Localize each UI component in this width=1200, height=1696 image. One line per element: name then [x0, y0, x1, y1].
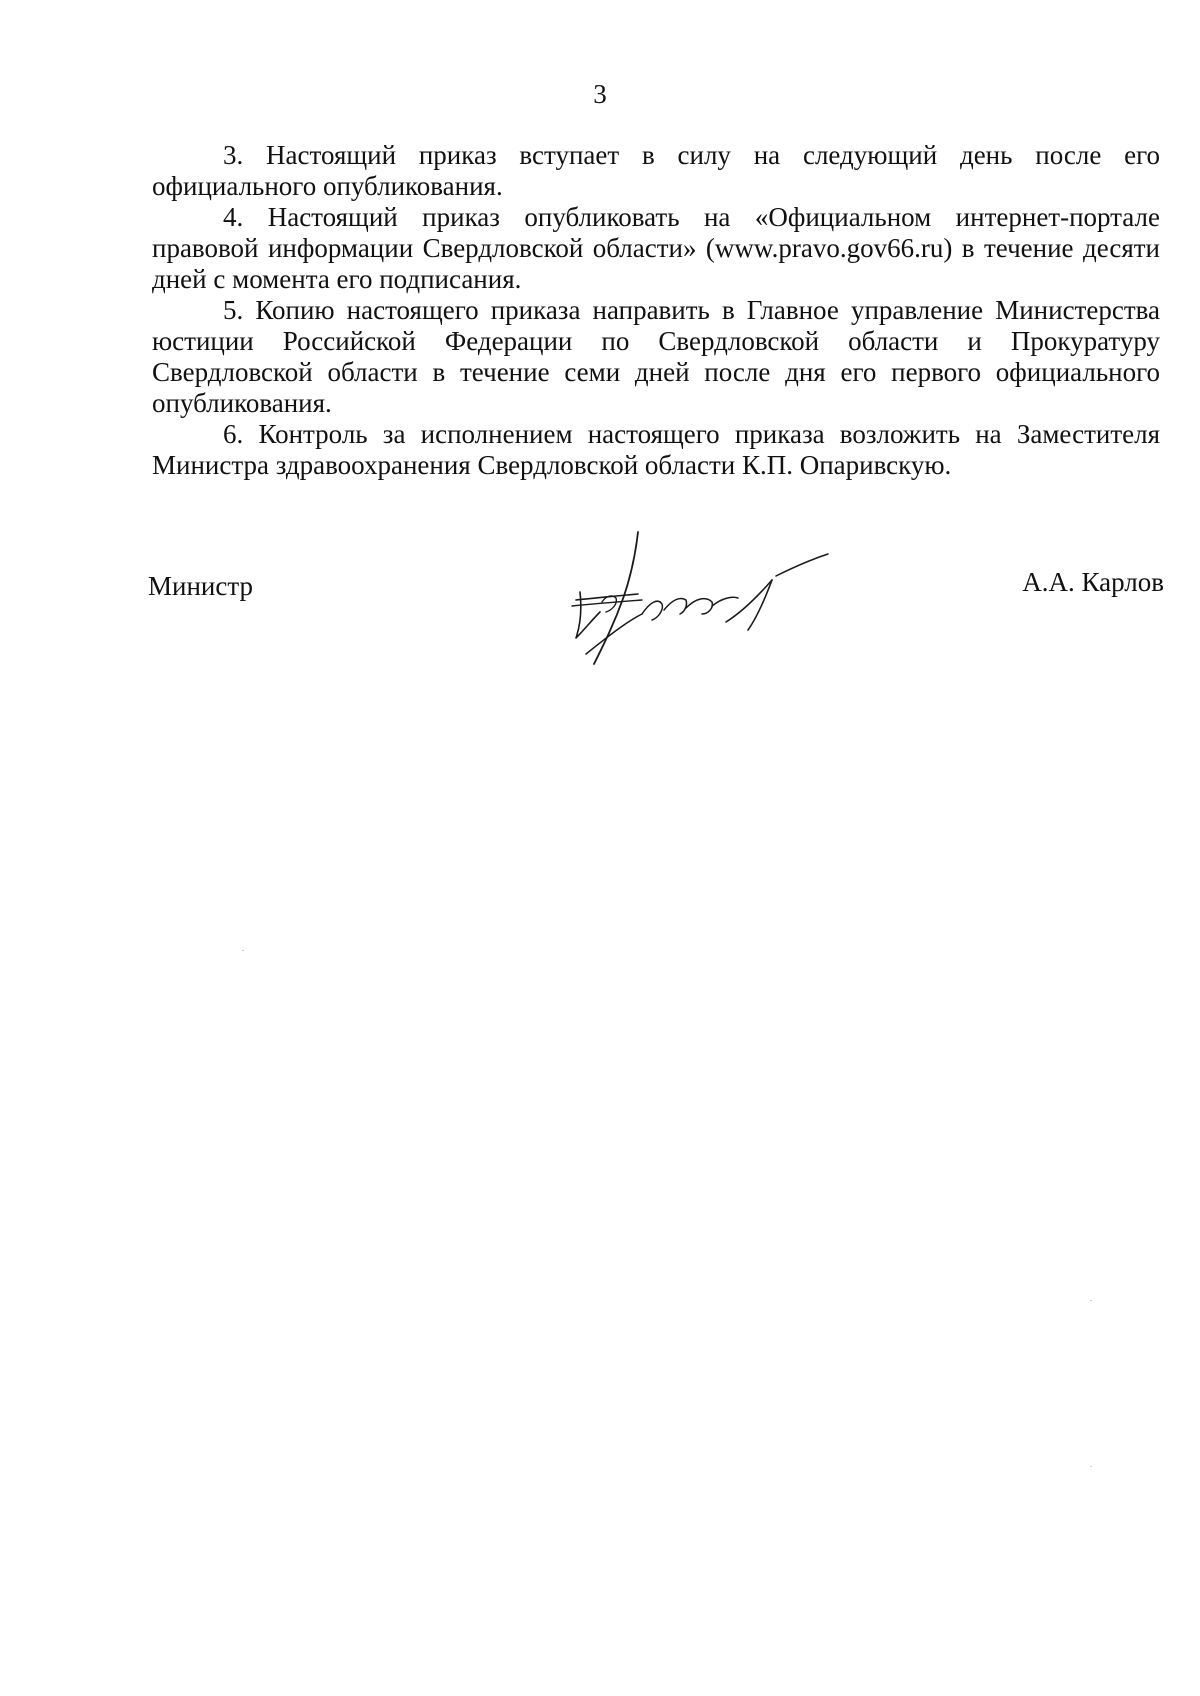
handwritten-signature-icon [546, 526, 836, 678]
paragraph-item: 4. Настоящий приказ опубликовать на «Официальном интернет-портале правовой информации Свердловской области» (www.pravo.gov66.ru) в течение десяти дней с момента его подписания. [152, 202, 1160, 294]
paragraph-item: 6. Контроль за исполнением настоящего приказа возложить на Заместителя Министра здравоохранения Свердловской области К.П. Опаривскую. [152, 419, 1160, 480]
scan-speck [1090, 1300, 1092, 1301]
document-body [152, 140, 1160, 481]
signature-block [148, 560, 1164, 680]
paragraph-item: 5. Копию настоящего приказа направить в Главное управление Министерства юстиции Российской Федерации по Свердловской области и Прокуратуру Свердловской области в течение семи дней после дня его первого официального опубликования. [152, 295, 1160, 418]
scan-speck [1090, 1466, 1092, 1467]
signatory-position: Министр [148, 571, 253, 601]
paragraph-item: 3. Настоящий приказ вступает в силу на следующий день после его официального опубликования. [152, 140, 1160, 201]
page-number: 3 [593, 79, 607, 109]
signatory-name: А.А. Карлов [1022, 567, 1164, 597]
scan-speck [242, 950, 244, 951]
